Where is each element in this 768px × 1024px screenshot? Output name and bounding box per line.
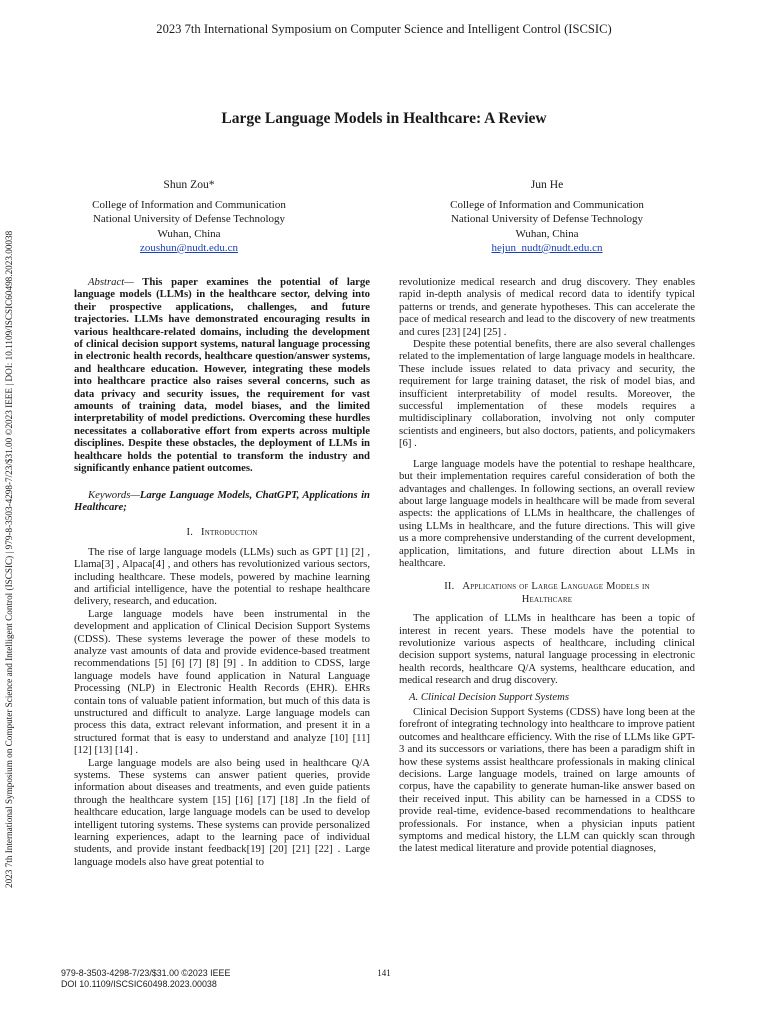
author-affiliation: College of Information and Communication bbox=[92, 199, 286, 212]
keywords bbox=[74, 489, 370, 514]
author-block-1 bbox=[24, 178, 354, 255]
author-name: Jun He bbox=[530, 178, 564, 191]
section-title-line2: Healthcare bbox=[521, 593, 573, 605]
abstract bbox=[74, 276, 370, 475]
author-location: Wuhan, China bbox=[157, 227, 221, 240]
section-number: II. bbox=[444, 581, 455, 593]
author-email-link[interactable]: hejun_nudt@nudt.edu.cn bbox=[491, 241, 603, 254]
section-heading-applications bbox=[399, 581, 695, 606]
author-name: Shun Zou* bbox=[163, 178, 215, 191]
body-paragraph: Large language models have the potential to reshape healthcare, but their implementation requires careful consideration of both the advantages and challenges. In following sections, an overall review about large language models in healthcare will be made from several aspects: the applications of LLMs in healthcare, the challenges of using LLMs in healthcare, and the future directions. This will give us a more comprehensive understanding of the current development, application, limitations, and future direction about LLMs in healthcare. bbox=[399, 457, 695, 569]
author-location: Wuhan, China bbox=[515, 227, 579, 240]
doi-side-stamp: 2023 7th International Symposium on Computer Science and Intelligent Control (ISCSIC) | 979-8-3503-4298-7/23/$31.00 ©2023 IEEE | DOI: 10.1109/ISCSIC60498.2023.00038 bbox=[4, 230, 14, 888]
footer-isbn: 979-8-3503-4298-7/23/$31.00 ©2023 IEEE bbox=[61, 968, 231, 978]
body-paragraph: The rise of large language models (LLMs) such as GPT [1] [2] , Llama[3] , Alpaca[4] , and others has revolutionized various sectors, including healthcare. These models, powered by machine learning and artificial intelligence, have the potential to reshape healthcare delivery, research, and education. bbox=[74, 545, 370, 608]
author-affiliation: College of Information and Communication bbox=[450, 199, 644, 212]
section-title-line1: Applications of Large Language Models in bbox=[462, 581, 650, 593]
body-paragraph: revolutionize medical research and drug discovery. They enables rapid in-depth analysis of medical record data to identify typical patterns or trends, and generate hypotheses. This can accelerate the pace of medical research and lead to the discovery of new treatments and cures [23] [24] [25] . bbox=[399, 276, 695, 338]
section-heading-introduction bbox=[74, 527, 370, 539]
section-title: Introduction bbox=[201, 527, 258, 539]
right-column bbox=[399, 276, 695, 855]
body-paragraph: Despite these potential benefits, there are also several challenges related to the implementation of large language models in healthcare. These include issues related to data privacy and security, the requirement for large training dataset, the risk of model bias, and insufficient interpretability of model results. Moreover, the successful implementation of these models requires a multidisciplinary collaboration, involving not only computer scientists and engineers, but also doctors, patients, and policymakers [6] . bbox=[399, 338, 695, 450]
subsection-heading-cdss: A. Clinical Decision Support Systems bbox=[409, 690, 569, 703]
paper-title: Large Language Models in Healthcare: A Review bbox=[221, 110, 547, 127]
abstract-label: Abstract— bbox=[88, 276, 134, 288]
keywords-text: Large Language Models, ChatGPT, Applications in Healthcare; bbox=[74, 488, 370, 513]
conference-header: 2023 7th International Symposium on Computer Science and Intelligent Control (ISCSIC) bbox=[156, 22, 612, 36]
author-email-link[interactable]: zoushun@nudt.edu.cn bbox=[139, 241, 239, 254]
left-column bbox=[74, 276, 370, 868]
author-block-2 bbox=[382, 178, 712, 255]
section-number: I. bbox=[186, 527, 194, 539]
author-affiliation: National University of Defense Technology bbox=[450, 213, 644, 226]
body-paragraph: Large language models have been instrumental in the development and application of Clinical Decision Support Systems (CDSS). These systems leverage the power of these models to analyze vast amounts of data and provide evidence-based treatment recommendations [5] [6] [7] [8] [9] . In addition to CDSS, large language models have found application in Natural Language Processing (NLP) in Electronic Health Records (EHR). EHRs contain tons of valuable patient information, but much of this data is unstructured and difficult to analyze. Large language models can process this data, extract relevant information, and present it in a structured format that is easy to understand and analyze [10] [11] [12] [13] [14] . bbox=[74, 607, 370, 757]
footer-doi: DOI 10.1109/ISCSIC60498.2023.00038 bbox=[61, 978, 217, 989]
abstract-text: This paper examines the potential of large language models (LLMs) in the healthcare sector, delving into their prospective applications, challenges, and future trajectories. LLMs have demonstrated encouraging results in various healthcare-related domains, including the development of clinical decision support systems, natural language processing in electronic health records, healthcare question/answer systems, and healthcare education. However, integrating these models into healthcare practice also raises several concerns, such as data privacy and security issues, the requirement for vast amounts of training data, model biases, and the limited interpretability of model predictions. Overcoming these hurdles necessitates a collaborative effort from experts across multiple disciplines. Despite these obstacles, the deployment of LLMs in healthcare holds the potential to transform the industry and significantly enhance patient outcomes. bbox=[74, 276, 370, 475]
page-number: 141 bbox=[377, 968, 391, 978]
body-paragraph: The application of LLMs in healthcare has been a topic of interest in recent years. These models have the potential to revolutionize various aspects of healthcare, including clinical decision support systems, natural language processing in electronic health records, healthcare Q/A systems, healthcare education, and medical research and drug discovery. bbox=[399, 612, 695, 687]
body-paragraph: Large language models are also being used in healthcare Q/A systems. These systems can answer patient queries, provide information about diseases and treatments, and even guide patients through the healthcare system [15] [16] [17] [18] .In the field of healthcare education, large language models can be used to develop intelligent tutoring systems. These systems can provide personalized learning experiences, adapt to the learning pace of individual students, and provide instant feedback[19] [20] [21] [22] . Large language models also have great potential to bbox=[74, 756, 370, 868]
author-affiliation: National University of Defense Technology bbox=[92, 213, 286, 226]
body-paragraph: Clinical Decision Support Systems (CDSS) have long been at the forefront of integrating technology into healthcare to improve patient outcomes and healthcare efficiency. With the rise of LLMs like GPT-3 and its successors or variations, there has been a paradigm shift in how these systems assist healthcare professionals in making clinical decisions. Large language models, trained on large amounts of corpus, have the capability to generate human-like answer based on their received input. This ability can be harnessed in a CDSS to provide real-time, evidence-based recommendations to healthcare professionals. For instance, when a physician inputs patient symptoms and medical history, the LLM can quickly scan through the latest medical literature and provide potential diagnoses, bbox=[399, 706, 695, 855]
keywords-label: Keywords— bbox=[88, 488, 140, 501]
